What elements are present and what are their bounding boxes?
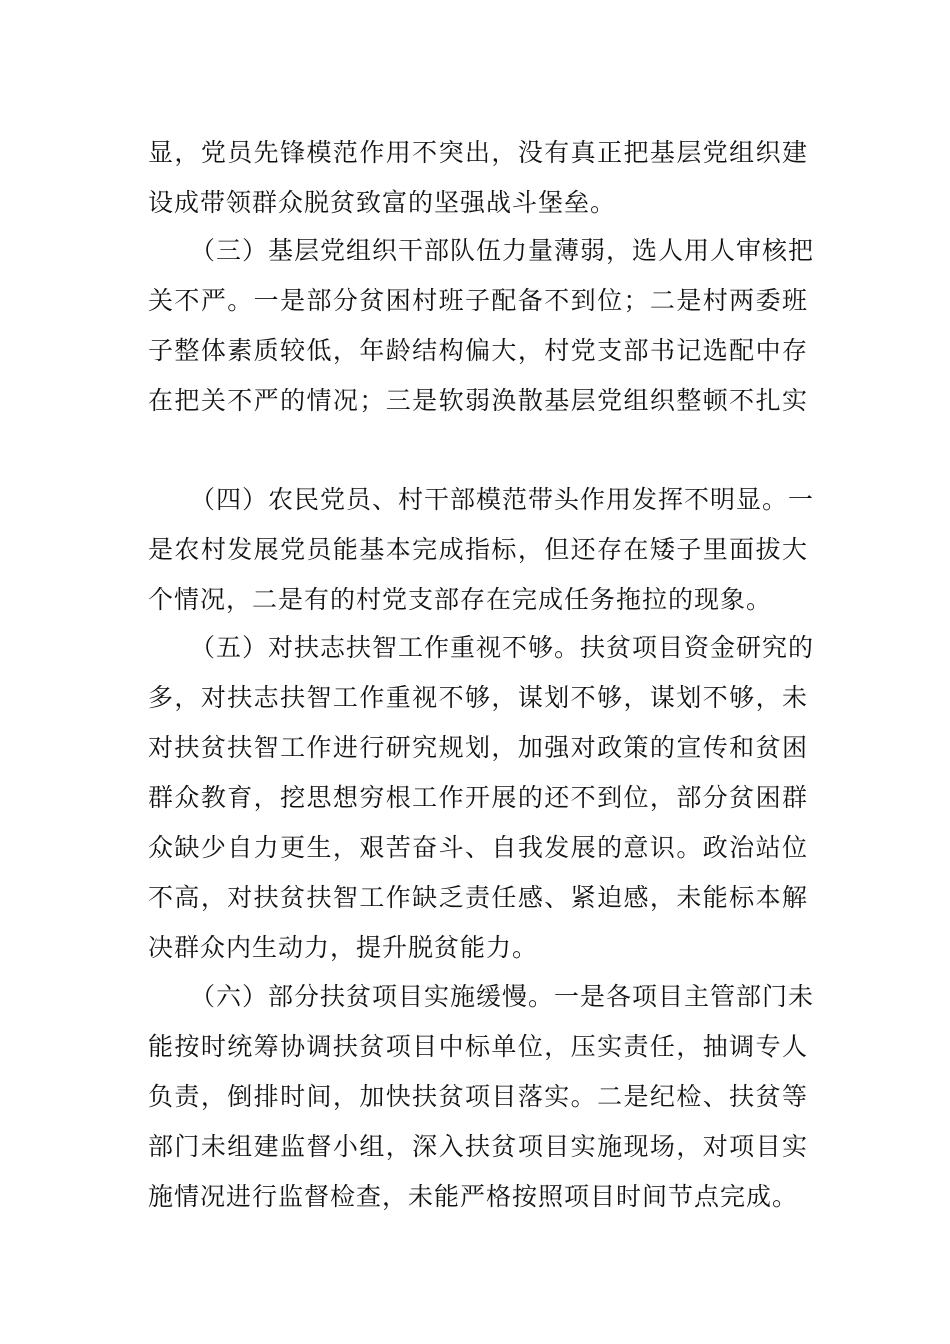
- text-line: 子整体素质较低，年龄结构偏大，村党支部书记选配中存: [148, 336, 808, 365]
- text-line: 部门未组建监督小组，深入扶贫项目实施现场，对项目实: [148, 1132, 808, 1161]
- text-line: 显，党员先锋模范作用不突出，没有真正把基层党组织建: [148, 138, 808, 167]
- text-line: 不高，对扶贫扶智工作缺乏责任感、紧迫感，未能标本解: [148, 883, 808, 912]
- section-heading-5: （五）对扶志扶智工作重视不够。扶贫项目资金研究的: [190, 633, 815, 662]
- text-line: 施情况进行监督检查，未能严格按照项目时间节点完成。: [148, 1182, 799, 1211]
- section-heading-6: （六）部分扶贫项目实施缓慢。一是各项目主管部门未: [190, 982, 815, 1011]
- text-line: 群众教育，挖思想穷根工作开展的还不到位，部分贫困群: [148, 783, 808, 812]
- text-line: 对扶贫扶智工作进行研究规划，加强对政策的宣传和贫困: [148, 733, 808, 762]
- section-heading-4: （四）农民党员、村干部模范带头作用发挥不明显。一: [190, 485, 815, 514]
- text-line: 多，对扶志扶智工作重视不够，谋划不够，谋划不够，未: [148, 683, 808, 712]
- text-line: 是农村发展党员能基本完成指标，但还存在矮子里面拔大: [148, 535, 808, 564]
- text-line: 能按时统筹协调扶贫项目中标单位，压实责任，抽调专人: [148, 1032, 808, 1061]
- text-line: 个情况，二是有的村党支部存在完成任务拖拉的现象。: [148, 585, 773, 614]
- text-line: 众缺少自力更生，艰苦奋斗、自我发展的意识。政治站位: [148, 833, 808, 862]
- text-line: 负责，倒排时间，加快扶贫项目落实。二是纪检、扶贫等: [148, 1082, 808, 1111]
- text-line: 决群众内生动力，提升脱贫能力。: [148, 933, 539, 962]
- text-line: 设成带领群众脱贫致富的坚强战斗堡垒。: [148, 188, 617, 217]
- text-line: 在把关不严的情况；三是软弱涣散基层党组织整顿不扎实: [148, 386, 808, 415]
- text-line: 关不严。一是部分贫困村班子配备不到位；二是村两委班: [148, 286, 808, 315]
- section-heading-3: （三）基层党组织干部队伍力量薄弱，选人用人审核把: [190, 236, 815, 265]
